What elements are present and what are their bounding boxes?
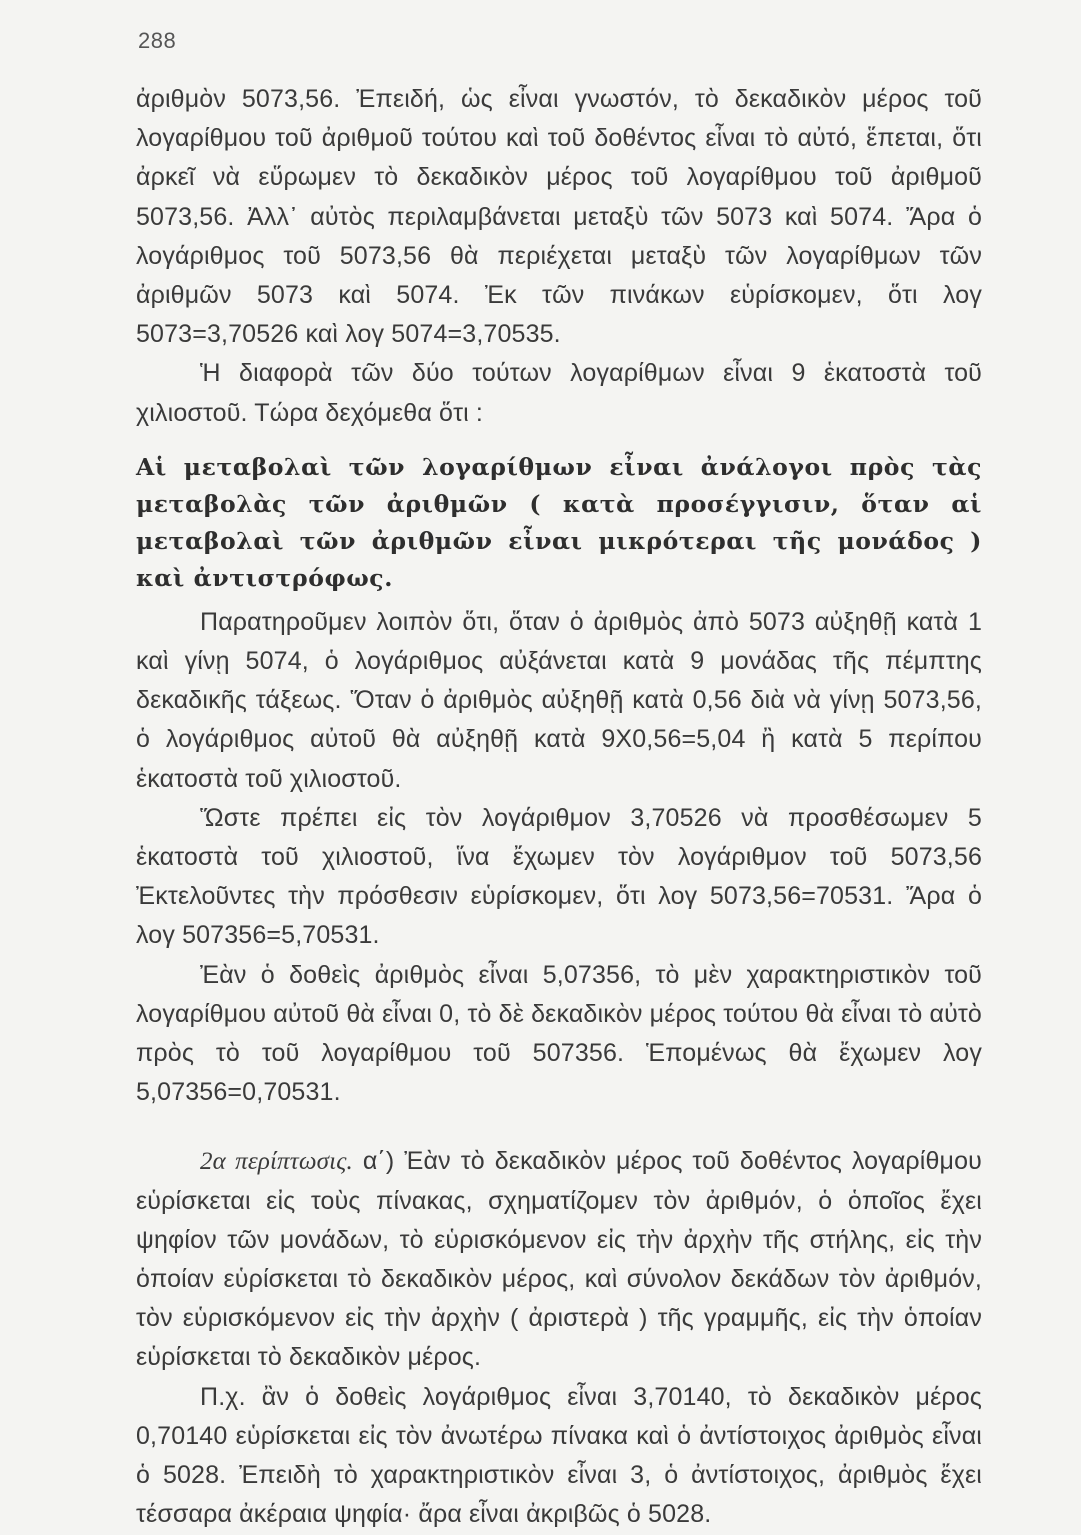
paragraph-addition: Ὥστε πρέπει εἰς τὸν λογάριθμον 3,70526 νὰ προσθέσωμεν 5 ἑκατοστὰ τοῦ χιλιοστοῦ, ἵνα ἔχωμεν τὸν λογάριθμον τοῦ 5073,56 Ἐκτελοῦντες τὴν πρόσθεσιν εὑρίσκομεν, ὅτι λογ 5073,56=70531. Ἄρα ὁ λογ 507356=5,70531. <box>136 803 982 950</box>
page-body <box>136 80 982 1535</box>
section-gap <box>136 1112 982 1142</box>
paragraph-continuation: ἀριθμὸν 5073,56. Ἐπειδή, ὡς εἶναι γνωστόν, τὸ δεκαδικὸν μέρος τοῦ λογαρίθμου τοῦ ἀριθμοῦ τούτου καὶ τοῦ δοθέντος εἶναι τὸ αὐτό, ἕπεται, ὅτι ἀρκεῖ νὰ εὕρωμεν τὸ δεκαδικὸν μέρος τοῦ λογαρίθμου τοῦ ἀριθμοῦ 5073,56. Ἀλλ᾽ αὐτὸς περιλαμβάνεται μεταξὺ τῶν 5073 καὶ 5074. Ἄρα ὁ λογάριθμος τοῦ 5073,56 θὰ περιέχεται μεταξὺ τῶν λογαρίθμων τῶν ἀριθμῶν 5073 καὶ 5074. Ἐκ τῶν πινάκων εὑρίσκομεν, ὅτι λογ 5073=3,70526 καὶ λογ 5074=3,70535. <box>136 85 982 349</box>
theorem-statement: Αἱ μεταβολαὶ τῶν λογαρίθμων εἶναι ἀνάλογοι πρὸς τὰς μεταβολὰς τῶν ἀριθμῶν ( κατὰ προσέγγισιν, ὅταν αἱ μεταβολαὶ τῶν ἀριθμῶν εἶναι μικρότεραι τῆς μονάδος ) καὶ ἀντιστρόφως. <box>136 452 982 592</box>
paragraph-example: Π.χ. ἂν ὁ δοθεὶς λογάριθμος εἶναι 3,70140, τὸ δεκαδικὸν μέρος 0,70140 εὑρίσκεται εἰς τὸν ἀνωτέρω πίνακα καὶ ὁ ἀντίστοιχος ἀριθμὸς εἶναι ὁ 5028. Ἐπειδὴ τὸ χαρακτηριστικὸν εἶναι 3, ὁ ἀντίστοιχος, ἀριθμὸς ἔχει τέσσαρα ἀκέραια ψηφία· ἄρα εἶναι ἀκριβῶς ὁ 5028. <box>136 1382 982 1529</box>
paragraph-observation: Παρατηροῦμεν λοιπὸν ὅτι, ὅταν ὁ ἀριθμὸς ἀπὸ 5073 αὐξηθῇ κατὰ 1 καὶ γίνῃ 5074, ὁ λογάριθμος αὐξάνεται κατὰ 9 μονάδας τῆς πέμπτης δεκαδικῆς τάξεως. Ὅταν ὁ ἀριθμὸς αὐξηθῇ κατὰ 0,56 διὰ νὰ γίνῃ 5073,56, ὁ λογάριθμος αὐτοῦ θὰ αὐξηθῇ κατὰ 9Χ0,56=5,04 ἢ κατὰ 5 περίπου ἑκατοστὰ τοῦ χιλιοστοῦ. <box>136 607 982 793</box>
page-number: 288 <box>138 28 177 53</box>
case-label: 2α περίπτωσις. <box>200 1148 353 1176</box>
paragraph-difference: Ἡ διαφορὰ τῶν δύο τούτων λογαρίθμων εἶναι 9 ἑκατοστὰ τοῦ χιλιοστοῦ. Τώρα δεχόμεθα ὅτι : <box>136 359 982 427</box>
paragraph-second-case <box>136 1142 982 1377</box>
second-case-text: α΄) Ἐὰν τὸ δεκαδικὸν μέρος τοῦ δοθέντος λογαρίθμου εὑρίσκεται εἰς τοὺς πίνακας, σχηματίζομεν τὸν ἀριθμόν, ὁ ὁποῖος ἔχει ψηφίον τῶν μονάδων, τὸ εὑρισκόμενον εἰς τὴν ἀρχὴν τῆς στήλης, εἰς τὴν ὁποίαν εὑρίσκεται τὸ δεκαδικὸν μέρος, καὶ σύνολον δεκάδων τὸν ἀριθμόν, τὸν εὑρισκόμενον εἰς τὴν ἀρχὴν ( ἀριστερὰ ) τῆς γραμμῆς, εἰς τὴν ὁποίαν εὑρίσκεται τὸ δεκαδικὸν μέρος. <box>136 1147 982 1372</box>
paragraph-characteristic: Ἐὰν ὁ δοθεὶς ἀριθμὸς εἶναι 5,07356, τὸ μὲν χαρακτηριστικὸν τοῦ λογαρίθμου αὐτοῦ θὰ εἶναι 0, τὸ δὲ δεκαδικὸν μέρος τούτου θὰ εἶναι τὸ αὐτὸ πρὸς τὸ τοῦ λογαρίθμου τοῦ 507356. Ἑπομένως θὰ ἔχωμεν λογ 5,07356=0,70531. <box>136 960 982 1107</box>
